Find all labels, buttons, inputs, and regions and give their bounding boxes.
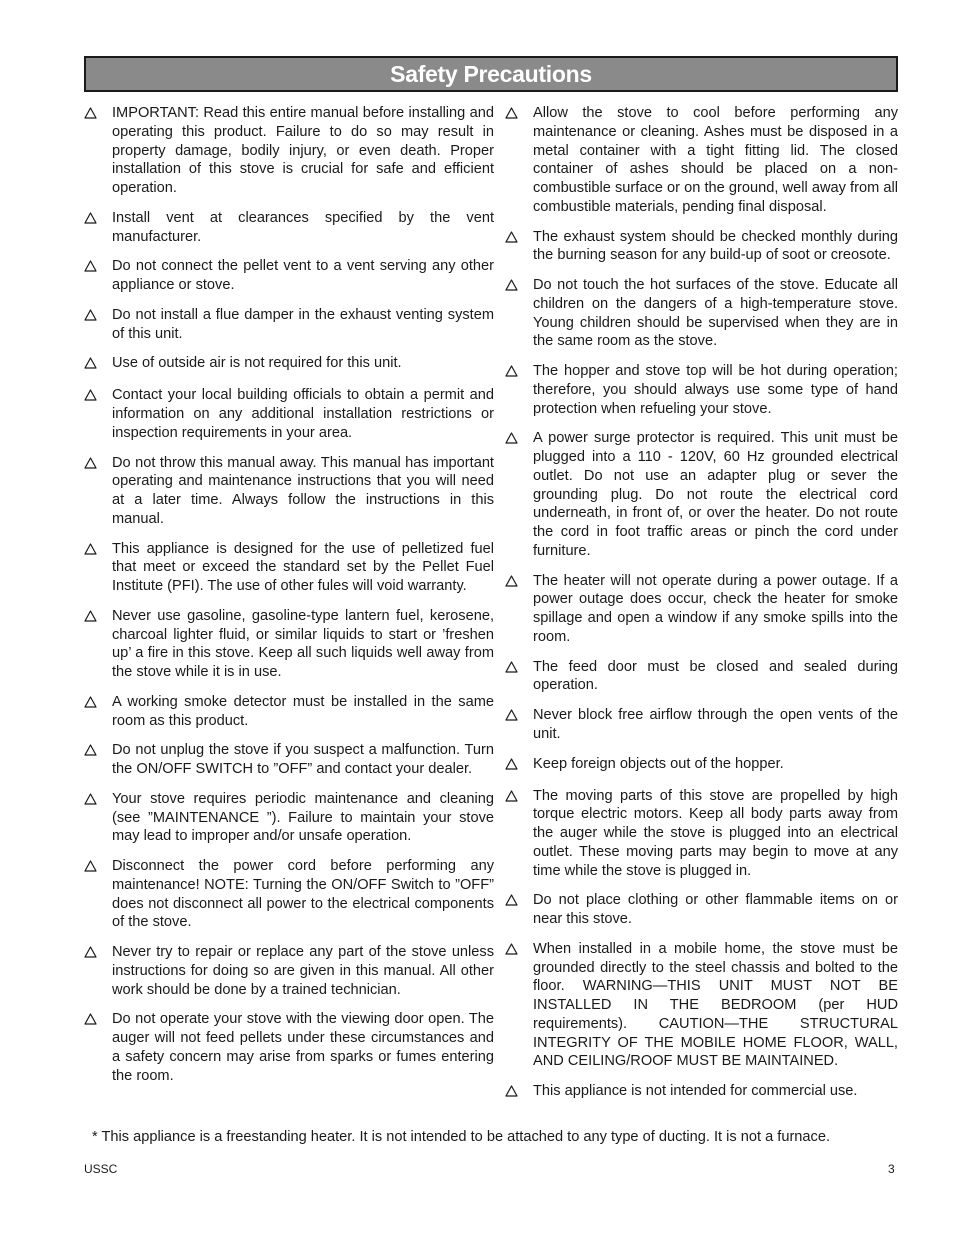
warning-triangle-icon — [84, 607, 112, 628]
precaution-text: IMPORTANT: Read this entire manual before installing and operating this product. Failure to do so may result in property damage, bodily injury, or even death. Proper installation of this stove is crucial for safe and efficient operation. — [112, 105, 494, 196]
warning-triangle-icon — [505, 572, 533, 593]
precaution-item — [84, 540, 494, 596]
title-banner — [84, 56, 898, 92]
precaution-text: Disconnect the power cord before performing any maintenance! NOTE: Turning the ON/OFF Switch to ”OFF” does not disconnect all power to the electrical components of the stove. — [112, 858, 494, 931]
warning-triangle-icon — [84, 454, 112, 475]
warning-triangle-icon — [84, 693, 112, 714]
left-precautions-column — [84, 104, 494, 1096]
warning-triangle-icon — [84, 209, 112, 230]
precaution-item — [84, 354, 494, 375]
warning-triangle-icon — [505, 787, 533, 808]
precaution-text: Never block free airflow through the open vents of the unit. — [533, 707, 898, 742]
precaution-text: This appliance is not intended for commercial use. — [533, 1083, 858, 1099]
precaution-item — [84, 857, 494, 932]
precaution-text: When installed in a mobile home, the stove must be grounded directly to the steel chassis and bolted to the floor. WARNING—THIS UNIT MUST NOT BE INSTALLED IN THE BEDROOM (per HUD requirements). CAUTION—THE STRUCTURAL INTEGRITY OF THE MOBILE HOME FLOOR, WALL, AND CEILING/ROOF MUST BE MAINTAINED. — [533, 940, 898, 1070]
precaution-text: Do not throw this manual away. This manual has important operating and maintenance instructions that you will need at a later time. Always follow the instructions in this manual. — [112, 454, 494, 527]
precaution-item — [84, 693, 494, 731]
precaution-text: The heater will not operate during a power outage. If a power outage does occur, check the heater for smoke spillage and open a window if any smoke spills into the room. — [533, 572, 898, 645]
precaution-text: Never use gasoline, gasoline-type lantern fuel, kerosene, charcoal lighter fluid, or similar liquids to start or ’freshen up’ a fire in this stove. Keep all such liquids well away from the stove while it is in use. — [112, 607, 494, 680]
precaution-item — [505, 755, 898, 776]
precaution-item — [84, 607, 494, 682]
precaution-item — [84, 454, 494, 529]
warning-triangle-icon — [84, 741, 112, 762]
precaution-text: This appliance is designed for the use of pelletized fuel that meet or exceed the standard set by the Pellet Fuel Institute (PFI). The use of other fules will void warranty. — [112, 540, 494, 594]
precaution-text: The moving parts of this stove are propelled by high torque electric motors. Keep all body parts away from the auger while the stove is plugged into an electrical outlet. These moving parts may begin to move at any time while the stove is plugged in. — [533, 787, 898, 879]
footer-brand: USSC — [84, 1162, 118, 1176]
precaution-text: Use of outside air is not required for this unit. — [112, 355, 402, 372]
precaution-text: Never try to repair or replace any part of the stove unless instructions for doing so are given in this manual. All other work should be done by a trained technician. — [112, 944, 494, 998]
precaution-item — [505, 104, 898, 217]
right-precautions-column — [505, 104, 898, 1114]
warning-triangle-icon — [84, 540, 112, 561]
precaution-text: Contact your local building officials to obtain a permit and information on any additional installation restrictions or inspection requirements in your area. — [112, 387, 494, 441]
precaution-item — [84, 257, 494, 295]
precaution-text: Do not place clothing or other flammable items on or near this stove. — [533, 892, 898, 927]
precaution-item — [84, 386, 494, 442]
precaution-item — [505, 706, 898, 744]
warning-triangle-icon — [505, 706, 533, 727]
warning-triangle-icon — [505, 891, 533, 912]
precaution-item — [84, 104, 494, 198]
warning-triangle-icon — [84, 943, 112, 964]
warning-triangle-icon — [505, 429, 533, 450]
precaution-text: A power surge protector is required. This unit must be plugged into a 110 - 120V, 60 Hz grounded electrical outlet. Do not use an adapter plug or sever the grounding plug. Do not route the electrical cord underneath, in front of, or over the heater. Do not route the cord in foot traffic areas or pinch the cord under furniture. — [533, 430, 898, 559]
warning-triangle-icon — [84, 306, 112, 327]
precaution-item — [505, 362, 898, 418]
footnote: * This appliance is a freestanding heater. It is not intended to be attached to any type of ducting. It is not a furnace. — [92, 1129, 831, 1145]
precaution-item — [84, 306, 494, 344]
warning-triangle-icon — [84, 257, 112, 278]
precaution-text: Do not unplug the stove if you suspect a malfunction. Turn the ON/OFF SWITCH to ”OFF” and contact your dealer. — [112, 742, 494, 777]
warning-triangle-icon — [505, 1082, 533, 1103]
precaution-text: Keep foreign objects out of the hopper. — [533, 755, 784, 772]
warning-triangle-icon — [505, 228, 533, 249]
precaution-text: Your stove requires periodic maintenance and cleaning (see ”MAINTENANCE ”). Failure to maintain your stove may lead to improper and/or unsafe operation. — [112, 790, 494, 845]
precaution-item — [505, 940, 898, 1071]
page-title: Safety Precautions — [390, 60, 592, 87]
page-number: 3 — [888, 1162, 895, 1176]
warning-triangle-icon — [84, 104, 112, 125]
precaution-text: Do not connect the pellet vent to a vent serving any other appliance or stove. — [112, 258, 494, 293]
warning-triangle-icon — [505, 658, 533, 679]
warning-triangle-icon — [84, 354, 112, 375]
warning-triangle-icon — [505, 940, 533, 961]
precaution-item — [505, 891, 898, 929]
warning-triangle-icon — [84, 857, 112, 878]
warning-triangle-icon — [84, 1010, 112, 1031]
precaution-item — [84, 943, 494, 999]
precaution-text: The exhaust system should be checked monthly during the burning season for any build-up of soot or creosote. — [533, 228, 898, 264]
warning-triangle-icon — [505, 362, 533, 383]
precaution-item — [505, 276, 898, 351]
precaution-item — [505, 228, 898, 266]
precaution-text: The feed door must be closed and sealed during operation. — [533, 658, 898, 694]
precaution-item — [505, 572, 898, 647]
precaution-text: A working smoke detector must be installed in the same room as this product. — [112, 693, 494, 729]
precaution-item — [505, 787, 898, 881]
warning-triangle-icon — [505, 755, 533, 776]
precaution-text: The hopper and stove top will be hot during operation; therefore, you should always use some type of hand protection when refueling your stove. — [533, 363, 898, 417]
precaution-text: Do not touch the hot surfaces of the stove. Educate all children on the dangers of a high-temperature stove. Young children should be supervised when they are in the same room as the stove. — [533, 277, 898, 350]
precaution-item — [84, 741, 494, 779]
precaution-text: Do not operate your stove with the viewing door open. The auger will not feed pellets under these circumstances and a safety concern may arise from sparks or fumes entering the room. — [112, 1011, 494, 1084]
precaution-item — [84, 1010, 494, 1085]
warning-triangle-icon — [84, 386, 112, 407]
precaution-text: Install vent at clearances specified by the vent manufacturer. — [112, 209, 494, 245]
precaution-item — [505, 429, 898, 560]
warning-triangle-icon — [505, 276, 533, 297]
warning-triangle-icon — [505, 104, 533, 125]
precaution-item — [84, 209, 494, 247]
precaution-item — [84, 790, 494, 846]
precaution-text: Allow the stove to cool before performing any maintenance or cleaning. Ashes must be disposed in a metal container with a tight fitting lid. The closed container of ashes should be placed on a non-combustible surface or on the ground, well away from all combustible materials, pending final disposal. — [533, 105, 898, 215]
precaution-text: Do not install a flue damper in the exhaust venting system of this unit. — [112, 306, 494, 342]
precaution-item — [505, 1082, 898, 1103]
precaution-item — [505, 658, 898, 696]
warning-triangle-icon — [84, 790, 112, 811]
